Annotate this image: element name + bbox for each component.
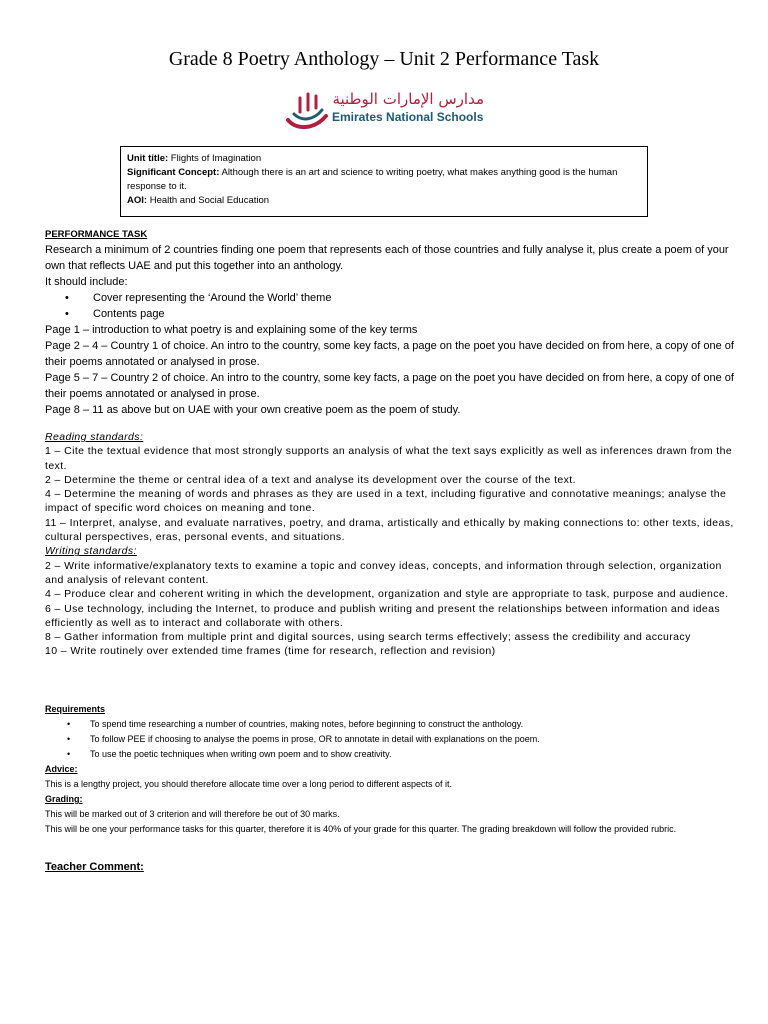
grading-line: This will be marked out of 3 criterion and will therefore be out of 30 marks. — [45, 809, 340, 819]
performance-task-intro: Research a minimum of 2 countries finding one poem that represents each of those countries and fully analyse it, plus create a poem of your own that reflects UAE and put this together into an anthology. — [45, 244, 729, 272]
include-bullet-text: Contents page — [93, 308, 165, 320]
advice-heading: Advice: — [45, 764, 78, 774]
requirements-heading: Requirements — [45, 704, 106, 714]
unit-info-box — [120, 146, 648, 217]
teacher-comment-heading: Teacher Comment: — [45, 861, 144, 873]
aoi-value: Health and Social Education — [147, 195, 270, 206]
grading-line: This will be one your performance tasks for this quarter, therefore it is 40% of your grade for this quarter. The grading breakdown will follow the provided rubric. — [45, 824, 677, 834]
unit-title-line — [127, 152, 639, 166]
aoi-label: AOI: — [127, 195, 148, 206]
advice-text: This is a lengthy project, you should therefore allocate time over a long period to different aspects of it. — [45, 779, 453, 789]
include-bullet — [45, 290, 735, 306]
document-title: Grade 8 Poetry Anthology – Unit 2 Performance Task — [168, 48, 600, 70]
reading-standards-heading: Reading standards: — [45, 431, 144, 443]
page-plan-item: Page 2 – 4 – Country 1 of choice. An intro to the country, some key facts, a page on the poet you have decided on from here, a copy of one of their poems annotated or analysed in prose. — [45, 340, 734, 368]
writing-standards-heading: Writing standards: — [45, 545, 137, 558]
reading-standard-item: 11 – Interpret, analyse, and evaluate narratives, poetry, and drama, artistically and ethically by making connections to: other texts, ideas, cultural perspectives, eras, personal events, and situations. — [45, 516, 734, 544]
include-bullet — [45, 306, 735, 322]
performance-task-heading: PERFORMANCE TASK — [45, 229, 148, 240]
logo-swoosh-icon — [284, 90, 330, 134]
writing-standard-item: 10 – Write routinely over extended time frames (time for research, reflection and revision) — [45, 645, 496, 658]
page-plan-item: Page 5 – 7 – Country 2 of choice. An intro to the country, some key facts, a page on the poet you have decided on from here, a copy of one of their poems annotated or analysed in prose. — [45, 372, 734, 400]
writing-standard-item: 2 – Write informative/explanatory texts to examine a topic and convey ideas, concepts, and information through selection, organization and analysis of relevant content. — [45, 559, 722, 586]
significant-concept-label: Significant Concept: — [127, 167, 220, 178]
include-bullet-text: Cover representing the ‘Around the World’ theme — [93, 292, 332, 304]
writing-standard-item: 8 – Gather information from multiple print and digital sources, using search terms effectively; assess the credibility and accuracy — [45, 631, 691, 644]
requirement-item: • To follow PEE if choosing to analyse the poems in prose, OR to annotate in detail with explanations on the poem. — [45, 732, 735, 747]
page-plan-item: Page 8 – 11 as above but on UAE with your own creative poem as the poem of study. — [45, 404, 461, 416]
reading-standard-item: 2 – Determine the theme or central idea of a text and analyse its development over the course of the text. — [45, 473, 576, 486]
performance-task-section — [45, 228, 735, 418]
page-plan-item: Page 1 – introduction to what poetry is and explaining some of the key terms — [45, 324, 418, 336]
school-logo — [284, 90, 490, 134]
requirements-section — [45, 702, 735, 837]
unit-title-label: Unit title: — [127, 153, 169, 164]
requirement-item: • To spend time researching a number of countries, making notes, before beginning to construct the anthology. — [45, 717, 735, 732]
reading-standard-item: 4 – Determine the meaning of words and phrases as they are used in a text, including figurative and connotative meanings; analyse the impact of specific word choices on meaning and tone. — [45, 488, 727, 515]
writing-standard-item: 4 – Produce clear and coherent writing in which the development, organization and style are appropriate to task, purpose and audience. — [45, 588, 729, 601]
significant-concept-value: Although there is an art and science to writing poetry, what makes anything good is the human response to it. — [127, 167, 618, 192]
significant-concept-line — [127, 166, 639, 194]
grading-heading: Grading: — [45, 794, 83, 804]
unit-title-value: Flights of Imagination — [168, 153, 262, 164]
standards-section — [45, 430, 740, 659]
include-label: It should include: — [45, 276, 128, 288]
writing-standard-item: 6 – Use technology, including the Internet, to produce and publish writing and present the relationships between information and ideas efficiently as well as to interact and collaborate with others. — [45, 602, 721, 629]
reading-standard-item: 1 – Cite the textual evidence that most strongly supports an analysis of what the text says explicitly as well as inferences drawn from the text. — [45, 445, 733, 472]
logo-arabic-text: مدارس الإمارات الوطنية — [332, 90, 484, 108]
logo-english-text: Emirates National Schools — [332, 110, 484, 124]
aoi-line — [127, 194, 639, 208]
requirement-item: • To use the poetic techniques when writing own poem and to show creativity. — [45, 747, 735, 762]
